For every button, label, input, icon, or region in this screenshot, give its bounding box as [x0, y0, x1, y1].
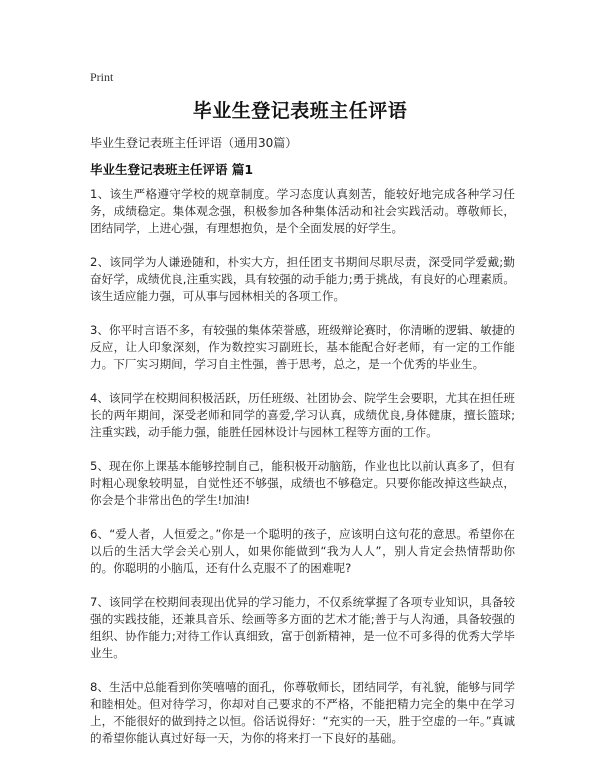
- document-title: 毕业生登记表班主任评语: [192, 100, 408, 122]
- paragraph-3: 3、你平时言语不多，有较强的集体荣誉感，班级辩论赛时，你清晰的逻辑、敏捷的反应，让人印象深刻，作为数控实习副班长，基本能配合好老师，有一定的工作能力。下厂实习期间，学习自主性强，善于思考，总之，是一个优秀的毕业生。: [90, 323, 515, 371]
- paragraph-7: 7、该同学在校期间表现出优异的学习能力，不仅系统掌握了各项专业知识，具备较强的实践技能，还兼具音乐、绘画等多方面的艺术才能;善于与人沟通，具备较强的组织、协作能力;对待工作认真细致，富于创新精神，是一位不可多得的优秀大学毕业生。: [90, 595, 515, 660]
- paragraph-2: 2、该同学为人谦逊随和，朴实大方，担任团支书期间尽职尽责，深受同学爱戴;勤奋好学，成绩优良,注重实践，具有较强的动手能力;勇于挑战，有良好的心理素质。该生适应能力强，可从事与园林相关的各项工作。: [90, 255, 515, 303]
- paragraph-8: 8、生活中总能看到你笑嘻嘻的面孔，你尊敬师长，团结同学，有礼貌，能够与同学和睦相处。但对待学习，你却对自己要求的不严格，不能把精力完全的集中在学习上，不能很好的做到持之以恒。俗话说得好：“充实的一天，胜于空虚的一年。”真诚的希望你能认真过好每一天，为你的将来打一下良好的基础。: [90, 680, 515, 745]
- paragraph-4: 4、该同学在校期间积极活跃，历任班级、社团协会、院学生会要职，尤其在担任班长的两年期间，深受老师和同学的喜爱,学习认真，成绩优良,身体健康，擅长篮球;注重实践，动手能力强，能胜任园林设计与园林工程等方面的工作。: [90, 391, 515, 439]
- print-label: Print: [90, 70, 114, 84]
- paragraph-1: 1、该生严格遵守学校的规章制度。学习态度认真刻苦，能较好地完成各种学习任务，成绩稳定。集体观念强，积极参加各种集体活动和社会实践活动。尊敬师长，团结同学，上进心强，有理想抱负，是个全面发展的好学生。: [90, 187, 515, 235]
- paragraph-6: 6、“爱人者，人恒爱之。”你是一个聪明的孩子，应该明白这句花的意思。希望你在以后的生活大学会关心别人，如果你能做到“我为人人”，别人肯定会热情帮助你的。你聪明的小脑瓜，还有什么克服不了的困难呢?: [90, 527, 515, 575]
- paragraph-5: 5、现在你上课基本能够控制自己，能积极开动脑筋，作业也比以前认真多了，但有时粗心现象较明显，自觉性还不够强，成绩也不够稳定。只要你能改掉这些缺点，你会是个非常出色的学生!加油!: [90, 459, 515, 507]
- document-body: [90, 186, 515, 764]
- document-subtitle: 毕业生登记表班主任评语（通用30篇）: [90, 136, 298, 150]
- section-heading: 毕业生登记表班主任评语 篇1: [90, 162, 254, 177]
